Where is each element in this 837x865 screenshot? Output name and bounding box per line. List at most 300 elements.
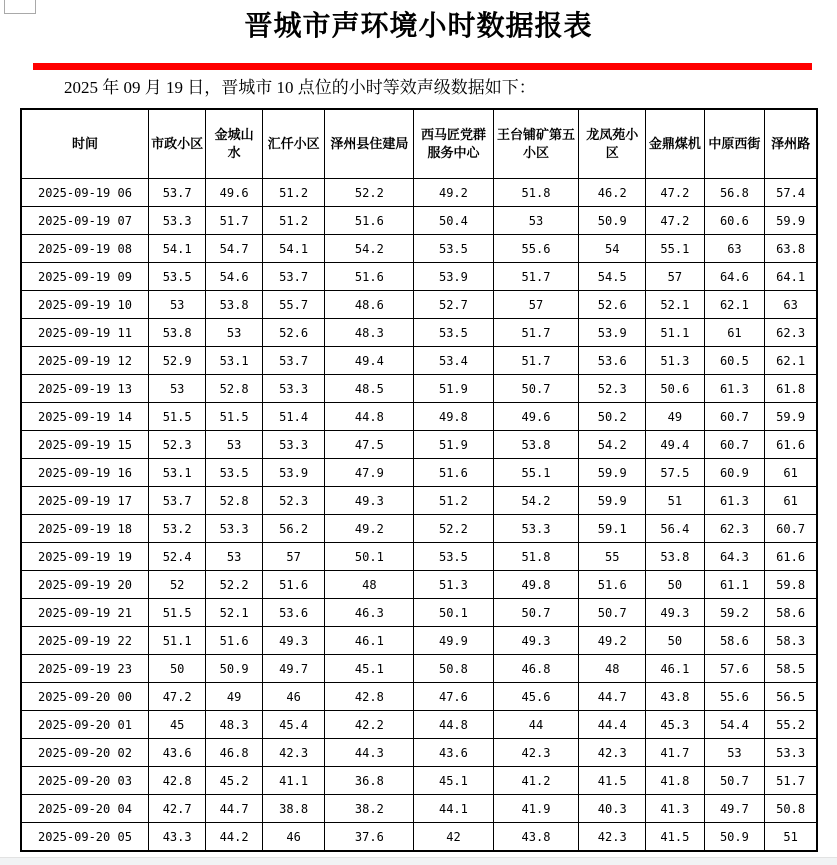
noise-value-cell: 49.2: [414, 179, 493, 207]
noise-value-cell: 53: [206, 431, 262, 459]
noise-value-cell: 64.6: [704, 263, 765, 291]
noise-value-cell: 44.2: [206, 823, 262, 852]
noise-value-cell: 51.5: [148, 599, 205, 627]
noise-value-cell: 44: [493, 711, 579, 739]
noise-value-cell: 52.2: [325, 179, 414, 207]
noise-value-cell: 51.5: [148, 403, 205, 431]
noise-value-cell: 52.2: [414, 515, 493, 543]
noise-value-cell: 51.7: [493, 263, 579, 291]
noise-value-cell: 49.8: [414, 403, 493, 431]
noise-value-cell: 52.1: [646, 291, 704, 319]
noise-value-cell: 43.6: [414, 739, 493, 767]
time-cell: 2025-09-20 00: [21, 683, 148, 711]
noise-value-cell: 46.3: [325, 599, 414, 627]
noise-value-cell: 42.7: [148, 795, 205, 823]
column-header-station: 中原西街: [704, 109, 765, 179]
noise-value-cell: 53: [148, 291, 205, 319]
horizontal-scrollbar[interactable]: [0, 857, 837, 865]
noise-value-cell: 41.9: [493, 795, 579, 823]
noise-value-cell: 53.8: [493, 431, 579, 459]
noise-value-cell: 50: [646, 571, 704, 599]
noise-value-cell: 53.3: [206, 515, 262, 543]
noise-value-cell: 51.7: [206, 207, 262, 235]
time-cell: 2025-09-19 19: [21, 543, 148, 571]
noise-value-cell: 51.6: [579, 571, 646, 599]
noise-value-cell: 52.3: [579, 375, 646, 403]
table-row: [21, 179, 817, 207]
noise-value-cell: 51.2: [262, 207, 325, 235]
noise-value-cell: 59.9: [579, 487, 646, 515]
noise-value-cell: 52.1: [206, 599, 262, 627]
noise-value-cell: 49.3: [262, 627, 325, 655]
column-header-station: 金城山水: [206, 109, 262, 179]
noise-value-cell: 44.3: [325, 739, 414, 767]
table-row: [21, 459, 817, 487]
time-cell: 2025-09-19 14: [21, 403, 148, 431]
noise-value-cell: 54: [579, 235, 646, 263]
noise-value-cell: 43.8: [646, 683, 704, 711]
noise-value-cell: 53.2: [148, 515, 205, 543]
noise-value-cell: 57: [493, 291, 579, 319]
noise-value-cell: 61.3: [704, 487, 765, 515]
column-header-station: 市政小区: [148, 109, 205, 179]
noise-value-cell: 56.4: [646, 515, 704, 543]
noise-value-cell: 53.1: [206, 347, 262, 375]
noise-value-cell: 40.3: [579, 795, 646, 823]
noise-value-cell: 45.1: [325, 655, 414, 683]
noise-value-cell: 53.7: [148, 487, 205, 515]
column-header-station: 龙凤苑小区: [579, 109, 646, 179]
table-row: [21, 375, 817, 403]
noise-value-cell: 59.8: [765, 571, 817, 599]
noise-value-cell: 51.7: [493, 319, 579, 347]
noise-value-cell: 45: [148, 711, 205, 739]
noise-value-cell: 56.5: [765, 683, 817, 711]
noise-value-cell: 58.6: [765, 599, 817, 627]
noise-value-cell: 52.9: [148, 347, 205, 375]
time-cell: 2025-09-20 05: [21, 823, 148, 852]
noise-value-cell: 51.4: [262, 403, 325, 431]
table-row: [21, 487, 817, 515]
noise-value-cell: 46.8: [206, 739, 262, 767]
time-cell: 2025-09-19 16: [21, 459, 148, 487]
noise-value-cell: 53.3: [262, 431, 325, 459]
table-row: [21, 795, 817, 823]
noise-value-cell: 50.7: [493, 599, 579, 627]
noise-value-cell: 49.6: [493, 403, 579, 431]
table-row: [21, 823, 817, 852]
table-row: [21, 571, 817, 599]
time-cell: 2025-09-19 11: [21, 319, 148, 347]
noise-value-cell: 50.2: [579, 403, 646, 431]
noise-value-cell: 63: [704, 235, 765, 263]
noise-value-cell: 54.2: [579, 431, 646, 459]
noise-value-cell: 53.7: [148, 179, 205, 207]
time-cell: 2025-09-19 08: [21, 235, 148, 263]
table-row: [21, 599, 817, 627]
noise-value-cell: 41.8: [646, 767, 704, 795]
noise-value-cell: 46.8: [493, 655, 579, 683]
table-header-row: [21, 109, 817, 179]
title-divider-bar: [33, 63, 812, 70]
noise-value-cell: 49.6: [206, 179, 262, 207]
time-cell: 2025-09-19 12: [21, 347, 148, 375]
noise-value-cell: 53.5: [414, 319, 493, 347]
noise-value-cell: 43.8: [493, 823, 579, 852]
noise-value-cell: 51: [646, 487, 704, 515]
noise-value-cell: 60.5: [704, 347, 765, 375]
noise-value-cell: 49.7: [262, 655, 325, 683]
noise-value-cell: 53.3: [148, 207, 205, 235]
noise-value-cell: 48.3: [325, 319, 414, 347]
noise-value-cell: 50: [646, 627, 704, 655]
noise-value-cell: 52.6: [262, 319, 325, 347]
noise-value-cell: 56.8: [704, 179, 765, 207]
noise-value-cell: 51.6: [262, 571, 325, 599]
noise-value-cell: 53.3: [493, 515, 579, 543]
column-header-station: 泽州路: [765, 109, 817, 179]
noise-value-cell: 43.3: [148, 823, 205, 852]
noise-value-cell: 47.2: [646, 179, 704, 207]
noise-value-cell: 44.7: [206, 795, 262, 823]
time-cell: 2025-09-20 03: [21, 767, 148, 795]
noise-value-cell: 55.6: [493, 235, 579, 263]
noise-value-cell: 51.6: [325, 207, 414, 235]
noise-value-cell: 42.3: [579, 823, 646, 852]
noise-value-cell: 42.3: [579, 739, 646, 767]
table-row: [21, 403, 817, 431]
noise-value-cell: 61.6: [765, 543, 817, 571]
time-cell: 2025-09-19 13: [21, 375, 148, 403]
table-row: [21, 655, 817, 683]
noise-value-cell: 63.8: [765, 235, 817, 263]
noise-value-cell: 56.2: [262, 515, 325, 543]
noise-value-cell: 53.6: [262, 599, 325, 627]
column-header-station: 金鼎煤机: [646, 109, 704, 179]
noise-value-cell: 48.6: [325, 291, 414, 319]
noise-value-cell: 48: [325, 571, 414, 599]
noise-value-cell: 49: [206, 683, 262, 711]
column-header-station: 汇仟小区: [262, 109, 325, 179]
noise-value-cell: 54.5: [579, 263, 646, 291]
noise-value-cell: 44.7: [579, 683, 646, 711]
noise-value-cell: 53: [206, 319, 262, 347]
noise-value-cell: 49.8: [493, 571, 579, 599]
noise-value-cell: 60.6: [704, 207, 765, 235]
noise-value-cell: 38.8: [262, 795, 325, 823]
noise-value-cell: 47.2: [148, 683, 205, 711]
noise-value-cell: 53.7: [262, 263, 325, 291]
noise-value-cell: 49.3: [646, 599, 704, 627]
noise-value-cell: 53: [148, 375, 205, 403]
table-row: [21, 263, 817, 291]
noise-value-cell: 45.6: [493, 683, 579, 711]
column-header-time: 时间: [21, 109, 148, 179]
time-cell: 2025-09-19 23: [21, 655, 148, 683]
table-row: [21, 207, 817, 235]
noise-value-cell: 57.5: [646, 459, 704, 487]
noise-value-cell: 53.8: [148, 319, 205, 347]
table-row: [21, 319, 817, 347]
noise-value-cell: 53.7: [262, 347, 325, 375]
noise-value-cell: 53: [704, 739, 765, 767]
time-cell: 2025-09-20 01: [21, 711, 148, 739]
noise-value-cell: 51: [765, 823, 817, 852]
page-title: 晋城市声环境小时数据报表: [244, 10, 593, 41]
noise-value-cell: 62.1: [765, 347, 817, 375]
noise-value-cell: 60.7: [765, 515, 817, 543]
noise-value-cell: 61: [765, 459, 817, 487]
noise-value-cell: 57.4: [765, 179, 817, 207]
noise-level-table: [20, 108, 818, 852]
noise-value-cell: 53.5: [414, 543, 493, 571]
noise-value-cell: 46: [262, 823, 325, 852]
table-row: [21, 711, 817, 739]
noise-value-cell: 51.6: [206, 627, 262, 655]
noise-value-cell: 51.9: [414, 375, 493, 403]
noise-value-cell: 50.9: [704, 823, 765, 852]
time-cell: 2025-09-19 21: [21, 599, 148, 627]
noise-value-cell: 45.3: [646, 711, 704, 739]
time-cell: 2025-09-19 22: [21, 627, 148, 655]
noise-value-cell: 53.4: [414, 347, 493, 375]
noise-value-cell: 43.6: [148, 739, 205, 767]
noise-value-cell: 51.8: [493, 179, 579, 207]
noise-value-cell: 54.6: [206, 263, 262, 291]
noise-value-cell: 47.6: [414, 683, 493, 711]
noise-value-cell: 57: [646, 263, 704, 291]
noise-value-cell: 53.5: [414, 235, 493, 263]
report-subtitle: 2025 年 09 月 19 日，晋城市 10 点位的小时等效声级数据如下：: [64, 78, 536, 97]
noise-value-cell: 41.5: [646, 823, 704, 852]
noise-value-cell: 60.9: [704, 459, 765, 487]
noise-value-cell: 50.8: [414, 655, 493, 683]
column-header-station: 西马匠党群服务中心: [414, 109, 493, 179]
noise-value-cell: 41.1: [262, 767, 325, 795]
noise-value-cell: 46.1: [325, 627, 414, 655]
noise-value-cell: 41.2: [493, 767, 579, 795]
noise-value-cell: 59.1: [579, 515, 646, 543]
noise-value-cell: 49.2: [325, 515, 414, 543]
noise-value-cell: 51.7: [765, 767, 817, 795]
noise-value-cell: 44.8: [414, 711, 493, 739]
noise-value-cell: 45.1: [414, 767, 493, 795]
noise-value-cell: 64.3: [704, 543, 765, 571]
noise-value-cell: 44.1: [414, 795, 493, 823]
noise-value-cell: 46: [262, 683, 325, 711]
noise-value-cell: 53.8: [646, 543, 704, 571]
noise-value-cell: 51.9: [414, 431, 493, 459]
noise-value-cell: 53.9: [414, 263, 493, 291]
noise-value-cell: 50.1: [325, 543, 414, 571]
noise-value-cell: 53.3: [765, 739, 817, 767]
time-cell: 2025-09-20 02: [21, 739, 148, 767]
noise-value-cell: 38.2: [325, 795, 414, 823]
time-cell: 2025-09-19 10: [21, 291, 148, 319]
time-cell: 2025-09-20 04: [21, 795, 148, 823]
noise-value-cell: 50.4: [414, 207, 493, 235]
noise-value-cell: 45.4: [262, 711, 325, 739]
noise-value-cell: 42.3: [493, 739, 579, 767]
noise-value-cell: 54.1: [262, 235, 325, 263]
noise-value-cell: 54.2: [325, 235, 414, 263]
noise-value-cell: 52.3: [148, 431, 205, 459]
time-cell: 2025-09-19 18: [21, 515, 148, 543]
noise-value-cell: 50: [148, 655, 205, 683]
noise-value-cell: 55.7: [262, 291, 325, 319]
noise-value-cell: 49.9: [414, 627, 493, 655]
noise-value-cell: 58.3: [765, 627, 817, 655]
noise-value-cell: 49.2: [579, 627, 646, 655]
noise-value-cell: 53.6: [579, 347, 646, 375]
noise-value-cell: 47.5: [325, 431, 414, 459]
noise-value-cell: 54.1: [148, 235, 205, 263]
noise-value-cell: 53.9: [262, 459, 325, 487]
noise-value-cell: 52.4: [148, 543, 205, 571]
noise-value-cell: 50.7: [579, 599, 646, 627]
noise-value-cell: 64.1: [765, 263, 817, 291]
noise-value-cell: 46.2: [579, 179, 646, 207]
noise-value-cell: 61.3: [704, 375, 765, 403]
noise-value-cell: 58.6: [704, 627, 765, 655]
noise-value-cell: 62.3: [765, 319, 817, 347]
time-cell: 2025-09-19 20: [21, 571, 148, 599]
noise-value-cell: 51.7: [493, 347, 579, 375]
noise-value-cell: 54.4: [704, 711, 765, 739]
noise-value-cell: 53.5: [148, 263, 205, 291]
noise-value-cell: 49.4: [646, 431, 704, 459]
noise-value-cell: 57.6: [704, 655, 765, 683]
noise-value-cell: 51.5: [206, 403, 262, 431]
noise-value-cell: 62.1: [704, 291, 765, 319]
noise-value-cell: 54.2: [493, 487, 579, 515]
noise-value-cell: 50.1: [414, 599, 493, 627]
noise-value-cell: 46.1: [646, 655, 704, 683]
noise-value-cell: 55.6: [704, 683, 765, 711]
table-row: [21, 627, 817, 655]
noise-value-cell: 44.8: [325, 403, 414, 431]
column-header-station: 泽州县住建局: [325, 109, 414, 179]
noise-value-cell: 52.7: [414, 291, 493, 319]
noise-value-cell: 51.2: [414, 487, 493, 515]
table-row: [21, 767, 817, 795]
noise-value-cell: 53: [206, 543, 262, 571]
noise-value-cell: 41.7: [646, 739, 704, 767]
noise-value-cell: 61: [704, 319, 765, 347]
noise-value-cell: 63: [765, 291, 817, 319]
table-row: [21, 739, 817, 767]
noise-value-cell: 51.1: [646, 319, 704, 347]
noise-value-cell: 59.9: [579, 459, 646, 487]
noise-value-cell: 52.3: [262, 487, 325, 515]
noise-value-cell: 58.5: [765, 655, 817, 683]
noise-value-cell: 57: [262, 543, 325, 571]
noise-value-cell: 54.7: [206, 235, 262, 263]
noise-value-cell: 53.1: [148, 459, 205, 487]
noise-value-cell: 50.6: [646, 375, 704, 403]
noise-value-cell: 51.6: [325, 263, 414, 291]
time-cell: 2025-09-19 15: [21, 431, 148, 459]
noise-value-cell: 51.6: [414, 459, 493, 487]
noise-value-cell: 49: [646, 403, 704, 431]
noise-value-cell: 42.2: [325, 711, 414, 739]
noise-value-cell: 61.8: [765, 375, 817, 403]
noise-value-cell: 59.9: [765, 403, 817, 431]
noise-value-cell: 51.3: [646, 347, 704, 375]
noise-value-cell: 60.7: [704, 431, 765, 459]
noise-value-cell: 50.9: [206, 655, 262, 683]
noise-value-cell: 55.1: [493, 459, 579, 487]
noise-value-cell: 36.8: [325, 767, 414, 795]
noise-value-cell: 48: [579, 655, 646, 683]
noise-value-cell: 51.2: [262, 179, 325, 207]
noise-value-cell: 53.3: [262, 375, 325, 403]
noise-value-cell: 41.3: [646, 795, 704, 823]
noise-value-cell: 42: [414, 823, 493, 852]
noise-value-cell: 41.5: [579, 767, 646, 795]
noise-value-cell: 53.5: [206, 459, 262, 487]
noise-value-cell: 53.8: [206, 291, 262, 319]
table-row: [21, 683, 817, 711]
noise-value-cell: 61: [765, 487, 817, 515]
table-row: [21, 347, 817, 375]
noise-value-cell: 47.9: [325, 459, 414, 487]
noise-value-cell: 50.7: [704, 767, 765, 795]
noise-value-cell: 52.2: [206, 571, 262, 599]
noise-value-cell: 49.7: [704, 795, 765, 823]
table-row: [21, 235, 817, 263]
noise-value-cell: 52: [148, 571, 205, 599]
noise-value-cell: 37.6: [325, 823, 414, 852]
noise-value-cell: 42.8: [325, 683, 414, 711]
noise-value-cell: 42.8: [148, 767, 205, 795]
noise-value-cell: 53.9: [579, 319, 646, 347]
noise-value-cell: 47.2: [646, 207, 704, 235]
noise-value-cell: 59.2: [704, 599, 765, 627]
time-cell: 2025-09-19 06: [21, 179, 148, 207]
noise-value-cell: 61.6: [765, 431, 817, 459]
noise-value-cell: 62.3: [704, 515, 765, 543]
noise-value-cell: 51.8: [493, 543, 579, 571]
column-header-station: 王台铺矿第五小区: [493, 109, 579, 179]
table-row: [21, 515, 817, 543]
time-cell: 2025-09-19 09: [21, 263, 148, 291]
noise-value-cell: 45.2: [206, 767, 262, 795]
noise-value-cell: 55.2: [765, 711, 817, 739]
noise-value-cell: 48.3: [206, 711, 262, 739]
time-cell: 2025-09-19 07: [21, 207, 148, 235]
noise-value-cell: 50.9: [579, 207, 646, 235]
noise-value-cell: 48.5: [325, 375, 414, 403]
noise-value-cell: 49.4: [325, 347, 414, 375]
noise-value-cell: 52.6: [579, 291, 646, 319]
noise-value-cell: 59.9: [765, 207, 817, 235]
noise-value-cell: 53: [493, 207, 579, 235]
noise-value-cell: 61.1: [704, 571, 765, 599]
table-row: [21, 291, 817, 319]
noise-value-cell: 52.8: [206, 487, 262, 515]
noise-value-cell: 55: [579, 543, 646, 571]
noise-value-cell: 51.3: [414, 571, 493, 599]
table-row: [21, 431, 817, 459]
noise-value-cell: 42.3: [262, 739, 325, 767]
noise-value-cell: 50.8: [765, 795, 817, 823]
noise-value-cell: 49.3: [325, 487, 414, 515]
noise-value-cell: 49.3: [493, 627, 579, 655]
table-row: [21, 543, 817, 571]
noise-value-cell: 44.4: [579, 711, 646, 739]
noise-value-cell: 55.1: [646, 235, 704, 263]
